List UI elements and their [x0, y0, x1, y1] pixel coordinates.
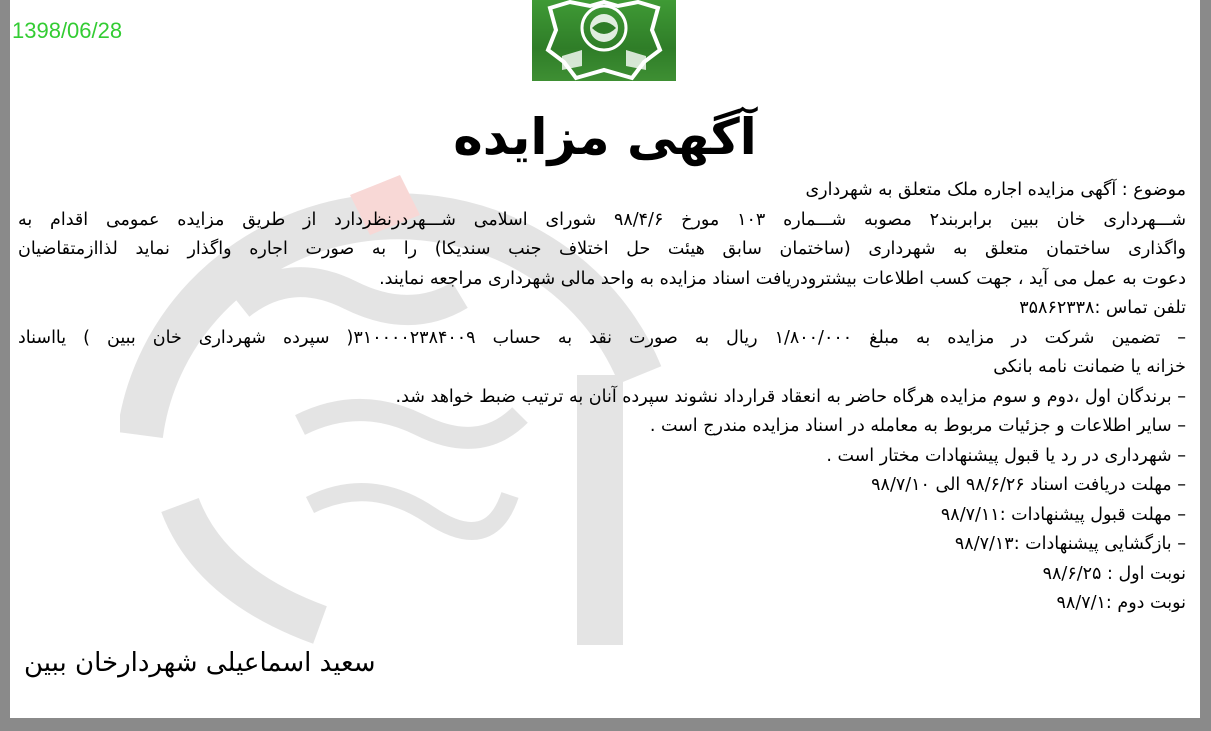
body-line-1: شـــهرداری خان ببین برابربند۲ مصوبه شـــماره ۱۰۳ مورخ ۹۸/۴/۶ شورای اسلامی شـــهردرنظردارد از طریق مزایده عمومی اقدام به: [18, 209, 1186, 230]
emblem-graphic: [532, 0, 676, 81]
notice-body: [18, 176, 1186, 619]
proposal-deadline-line: – مهلت قبول پیشنهادات :۹۸/۷/۱۱: [940, 504, 1186, 525]
deposit-line-2: خزانه یا ضمانت نامه بانکی: [993, 357, 1186, 377]
deposit-line-1: – تضمین شرکت در مزایده به مبلغ ۱/۸۰۰/۰۰۰ ریال به صورت نقد به حساب ۳۱۰۰۰۰۲۳۸۴۰۰۹( سپرده شهرداری خان ببین ) یااسناد: [18, 327, 1186, 348]
body-line-2: واگذاری ساختمان متعلق به شهرداری (ساختمان سابق هیئت حل اختلاف جنب سندیکا) را به صورت اجاره واگذار نماید لذاازمتقاضیان: [18, 239, 1186, 259]
body-line-3: دعوت به عمل می آید ، جهت کسب اطلاعات بیشترودریافت اسناد مزایده به واحد مالی شهرداری مراجعه نمایند.: [379, 268, 1186, 289]
notice-date: 1398/06/28: [12, 18, 123, 43]
phone-line: تلفن تماس :۳۵۸۶۲۳۳۸: [1019, 298, 1186, 318]
details-line: – سایر اطلاعات و جزئیات مربوط به معامله در اسناد مزایده مندرج است .: [649, 416, 1186, 436]
first-publish-line: نوبت اول : ۹۸/۶/۲۵: [1042, 563, 1186, 584]
subject-line: موضوع : آگهی مزایده اجاره ملک متعلق به شهرداری: [805, 180, 1186, 200]
rights-line: – شهرداری در رد یا قبول پیشنهادات مختار است .: [826, 445, 1186, 466]
signature: سعید اسماعیلی شهردارخان ببین: [24, 648, 376, 678]
notice-page: [10, 0, 1200, 718]
municipality-emblem-icon: [532, 0, 676, 81]
document-deadline-line: – مهلت دریافت اسناد ۹۸/۶/۲۶ الی ۹۸/۷/۱۰: [871, 475, 1186, 495]
winners-line: – برندگان اول ،دوم و سوم مزایده هرگاه حاضر به انعقاد قرارداد نشوند سپرده آنان به ترتیب ضبط خواهد شد.: [395, 386, 1186, 407]
notice-title: آگهی مزایده: [453, 108, 757, 166]
opening-date-line: – بازگشایی پیشنهادات :۹۸/۷/۱۳: [954, 534, 1186, 554]
second-publish-line: نوبت دوم :۹۸/۷/۱: [1056, 593, 1186, 613]
